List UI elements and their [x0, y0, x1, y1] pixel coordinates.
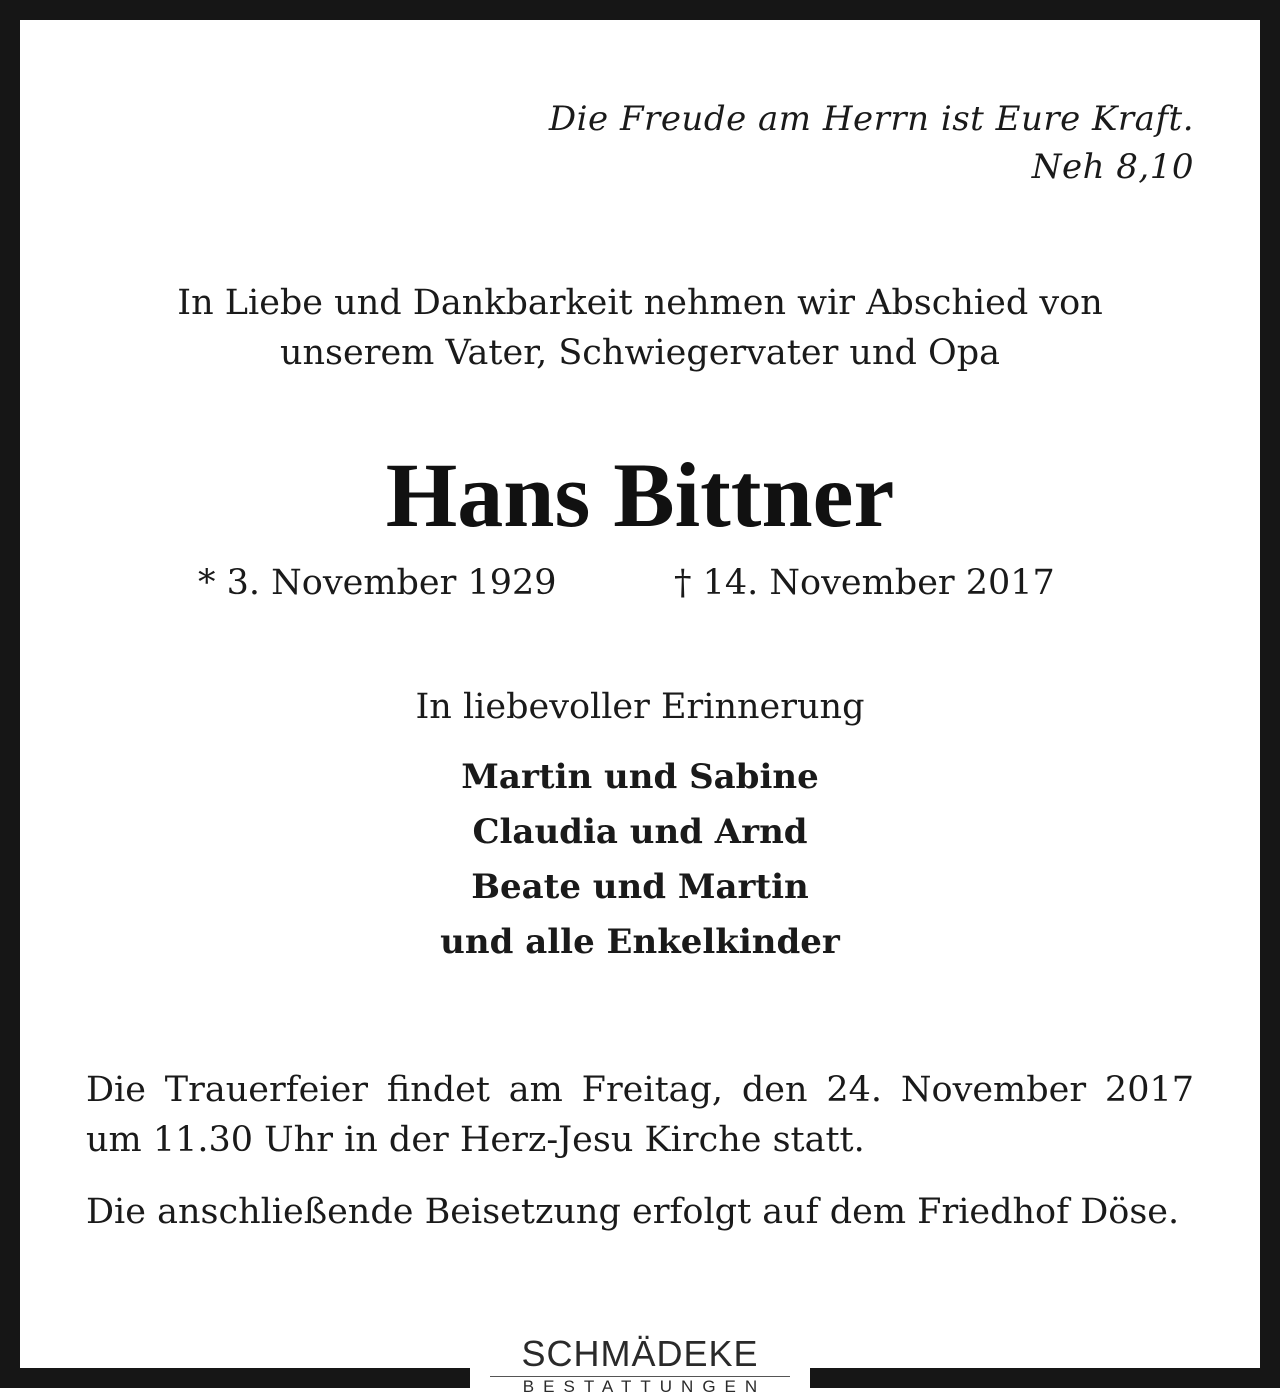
- family-member: Martin und Sabine: [461, 757, 819, 797]
- funeral-home-logo: [470, 1334, 810, 1397]
- intro-line-1: In Liebe und Dankbarkeit nehmen wir Abschied von: [177, 283, 1103, 323]
- family-member: Claudia und Arnd: [472, 812, 808, 852]
- logo-wordmark: SCHMÄDEKE: [521, 1333, 759, 1374]
- intro-line-2: unserem Vater, Schwiegervater und Opa: [279, 333, 1001, 373]
- burial-info: Die anschließende Beisetzung erfolgt auf dem Friedhof Döse.: [86, 1192, 1180, 1232]
- birth-date: * 3. November 1929: [198, 563, 557, 603]
- family-member: und alle Enkelkinder: [440, 922, 840, 962]
- death-date: † 14. November 2017: [674, 563, 1055, 603]
- funeral-service-info: Die Trauerfeier findet am Freitag, den 24. November 2017 um 11.30 Uhr in der Herz-Jesu Kirche statt.: [86, 1070, 1194, 1160]
- border-bottom-right: [810, 1368, 1280, 1388]
- family-member: Beate und Martin: [471, 867, 809, 907]
- deceased-name: Hans Bittner: [385, 444, 895, 546]
- border-right: [1260, 0, 1280, 1388]
- family-list: [40, 750, 1240, 970]
- border-top: [0, 0, 1280, 20]
- intro-text: [60, 278, 1220, 378]
- remembrance-line: In liebevoller Erinnerung: [415, 687, 865, 727]
- border-left: [0, 0, 20, 1388]
- motto-quote: Die Freude am Herrn ist Eure Kraft.: [548, 99, 1194, 139]
- border-bottom-left: [0, 1368, 470, 1388]
- motto-reference: Neh 8,10: [1031, 147, 1194, 187]
- bible-motto: [549, 95, 1194, 191]
- logo-subtitle: BESTATTUNGEN: [522, 1377, 767, 1396]
